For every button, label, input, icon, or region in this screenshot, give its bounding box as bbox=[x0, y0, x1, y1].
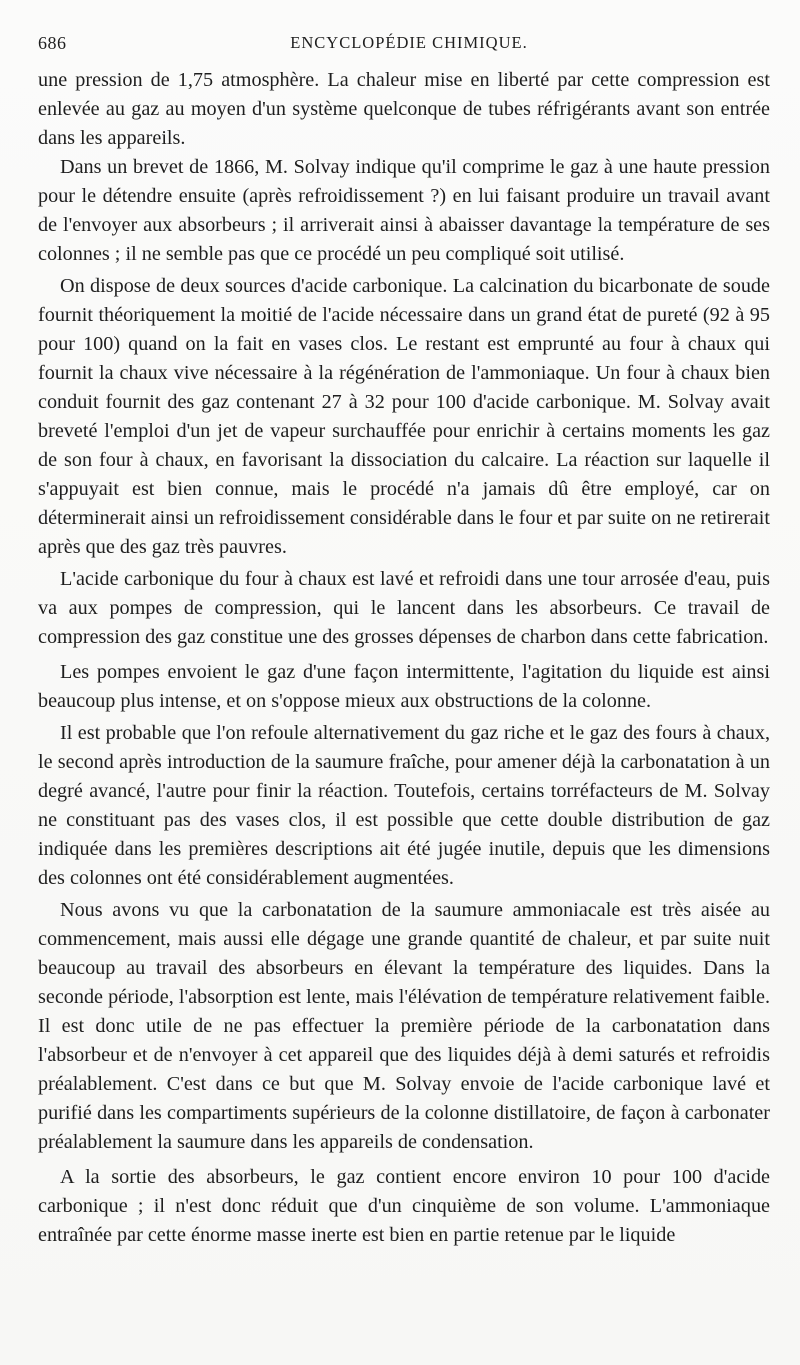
running-title: ENCYCLOPÉDIE CHIMIQUE. bbox=[290, 33, 528, 52]
paragraph-four-a-chaux: L'acide carbonique du four à chaux est lavé et refroidi dans une tour arrosée d'eau, puis va aux pompes de compression, qui le lancent dans les absorbeurs. Ce travail de compression des gaz constitue une des grosses dépenses de charbon dans cette fabrication. bbox=[38, 568, 770, 648]
paragraph-brevet-1866: Dans un brevet de 1866, M. Solvay indique qu'il comprime le gaz à une haute pression pour le détendre ensuite (après refroidissement ?) en lui faisant produire un travail avant de l'envoyer aux absorbeurs ; il arriverait ainsi à abaisser davantage la température de ses colonnes ; il ne semble pas que ce procédé un peu compliqué soit utilisé. bbox=[38, 156, 770, 265]
paragraph-sources-acide: On dispose de deux sources d'acide carbonique. La calcination du bicarbonate de soude fournit théoriquement la moitié de l'acide nécessaire dans un grand état de pureté (92 à 95 pour 100) quand on la fait en vases clos. Le restant est emprunté au four à chaux qui fournit la chaux vive nécessaire à la régénération de l'ammoniaque. Un four à chaux bien conduit fournit des gaz contenant 27 à 32 pour 100 d'acide carbonique. M. Solvay avait breveté l'emploi d'un jet de vapeur surchauffée pour enrichir à certains moments les gaz de son four à chaux, en favorisant la dissociation du calcaire. La réaction sur laquelle il s'appuyait est bien connue, mais le procédé n'a jamais dû être employé, car on déterminerait ainsi un refroidissement considérable dans le four et par suite on ne retirerait après que des gaz très pauvres. bbox=[38, 275, 770, 558]
paragraph-continuation: une pression de 1,75 atmosphère. La chaleur mise en liberté par cette compression est enlevée au gaz au moyen d'un système quelconque de tubes réfrigérants avant son entrée dans les appareils. bbox=[38, 69, 770, 149]
page-number: 686 bbox=[38, 33, 67, 53]
paragraph-refoulement: Il est probable que l'on refoule alternativement du gaz riche et le gaz des fours à chaux, le second après introduction de la saumure fraîche, pour amener déjà la carbonatation à un degré avancé, l'autre pour finir la réaction. Toutefois, certains torréfacteurs de M. Solvay ne constituant pas des vases clos, il est possible que cette double distribution de gaz indiquée dans les premières descriptions ait été jugée inutile, depuis que les dimensions des colonnes ont été considérablement augmentées. bbox=[38, 722, 770, 889]
paragraph-pompes: Les pompes envoient le gaz d'une façon intermittente, l'agitation du liquide est ainsi beaucoup plus intense, et on s'oppose mieux aux obstructions de la colonne. bbox=[38, 661, 770, 712]
paragraph-carbonatation: Nous avons vu que la carbonatation de la saumure ammoniacale est très aisée au commencement, mais aussi elle dégage une grande quantité de chaleur, et par suite nuit beaucoup au travail des absorbeurs en élevant la température des liquides. Dans la seconde période, l'absorption est lente, mais l'élévation de température relativement faible. Il est donc utile de ne pas effectuer la première période de la carbonatation dans l'absorbeur et de n'envoyer à cet appareil que des liquides déjà à demi saturés et refroidis préalablement. C'est dans ce but que M. Solvay envoie de l'acide carbonique lavé et purifié dans les compartiments supérieurs de la colonne distillatoire, de façon à carbonater préalablement la saumure dans les appareils de condensation. bbox=[38, 899, 770, 1153]
paragraph-sortie-absorbeurs: A la sortie des absorbeurs, le gaz contient encore environ 10 pour 100 d'acide carbonique ; il n'est donc réduit que d'un cinquième de son volume. L'ammoniaque entraînée par cette énorme masse inerte est bien en partie retenue par le liquide bbox=[38, 1166, 770, 1246]
body-text bbox=[38, 66, 770, 1250]
running-head bbox=[38, 33, 768, 59]
